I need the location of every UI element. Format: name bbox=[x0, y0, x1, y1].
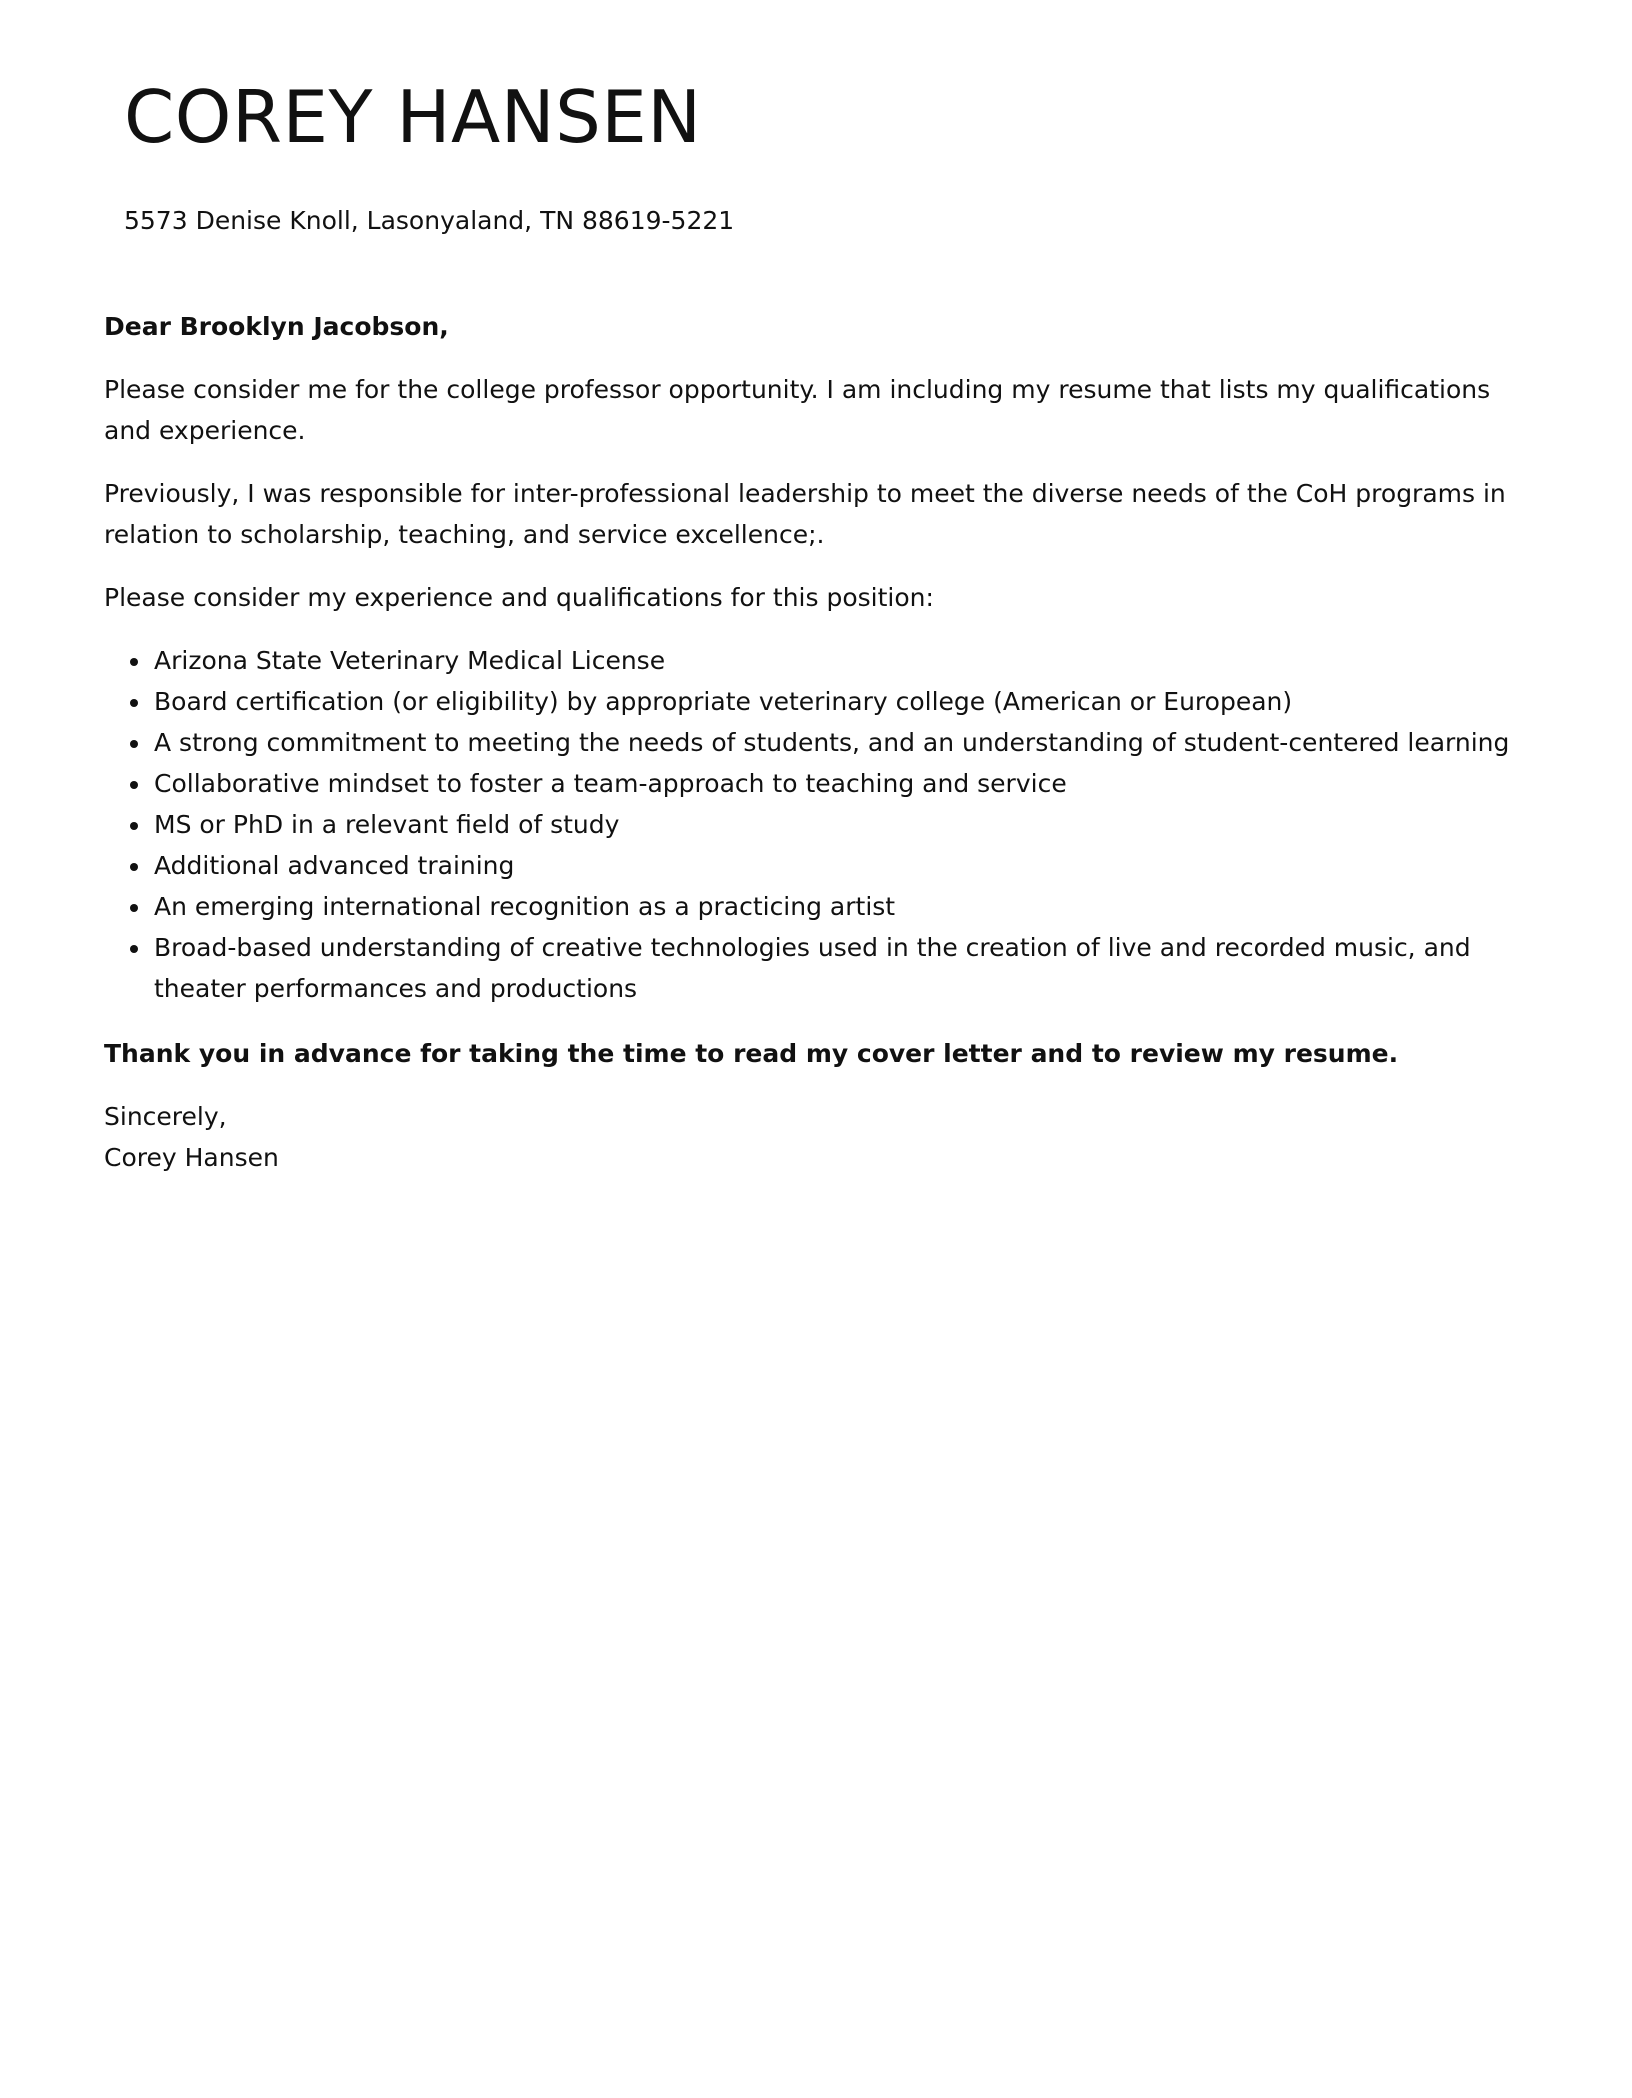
list-item: • Arizona State Veterinary Medical License bbox=[152, 640, 1524, 681]
signature-name: Corey Hansen bbox=[104, 1143, 279, 1172]
list-item: • A strong commitment to meeting the needs of students, and an understanding of student-centered learning bbox=[152, 722, 1524, 763]
salutation: Dear Brooklyn Jacobson, bbox=[104, 312, 449, 341]
qualifications-intro: Please consider my experience and qualifications for this position: bbox=[104, 583, 934, 612]
applicant-name: COREY HANSEN bbox=[124, 75, 702, 159]
list-item: • MS or PhD in a relevant field of study bbox=[152, 804, 1524, 845]
list-item: • Additional advanced training bbox=[152, 845, 1524, 886]
applicant-address: 5573 Denise Knoll, Lasonyaland, TN 88619-5221 bbox=[124, 206, 735, 235]
letter-header bbox=[124, 72, 1508, 238]
experience-paragraph: Previously, I was responsible for inter-professional leadership to meet the diverse needs of the CoH programs in relation to scholarship, teaching, and service excellence;. bbox=[104, 479, 1506, 549]
list-item: • Broad-based understanding of creative technologies used in the creation of live and recorded music, and theater performances and productions bbox=[152, 927, 1524, 1009]
qualifications-list bbox=[104, 640, 1524, 1009]
signoff bbox=[104, 1096, 1524, 1178]
closing: Sincerely, bbox=[104, 1102, 227, 1131]
letter-body bbox=[104, 306, 1524, 1178]
list-item: • Collaborative mindset to foster a team-approach to teaching and service bbox=[152, 763, 1524, 804]
list-item: • An emerging international recognition as a practicing artist bbox=[152, 886, 1524, 927]
list-item: • Board certification (or eligibility) by appropriate veterinary college (American or European) bbox=[152, 681, 1524, 722]
intro-paragraph: Please consider me for the college professor opportunity. I am including my resume that lists my qualifications and experience. bbox=[104, 375, 1491, 445]
thank-you-line: Thank you in advance for taking the time to read my cover letter and to review my resume. bbox=[104, 1039, 1399, 1068]
